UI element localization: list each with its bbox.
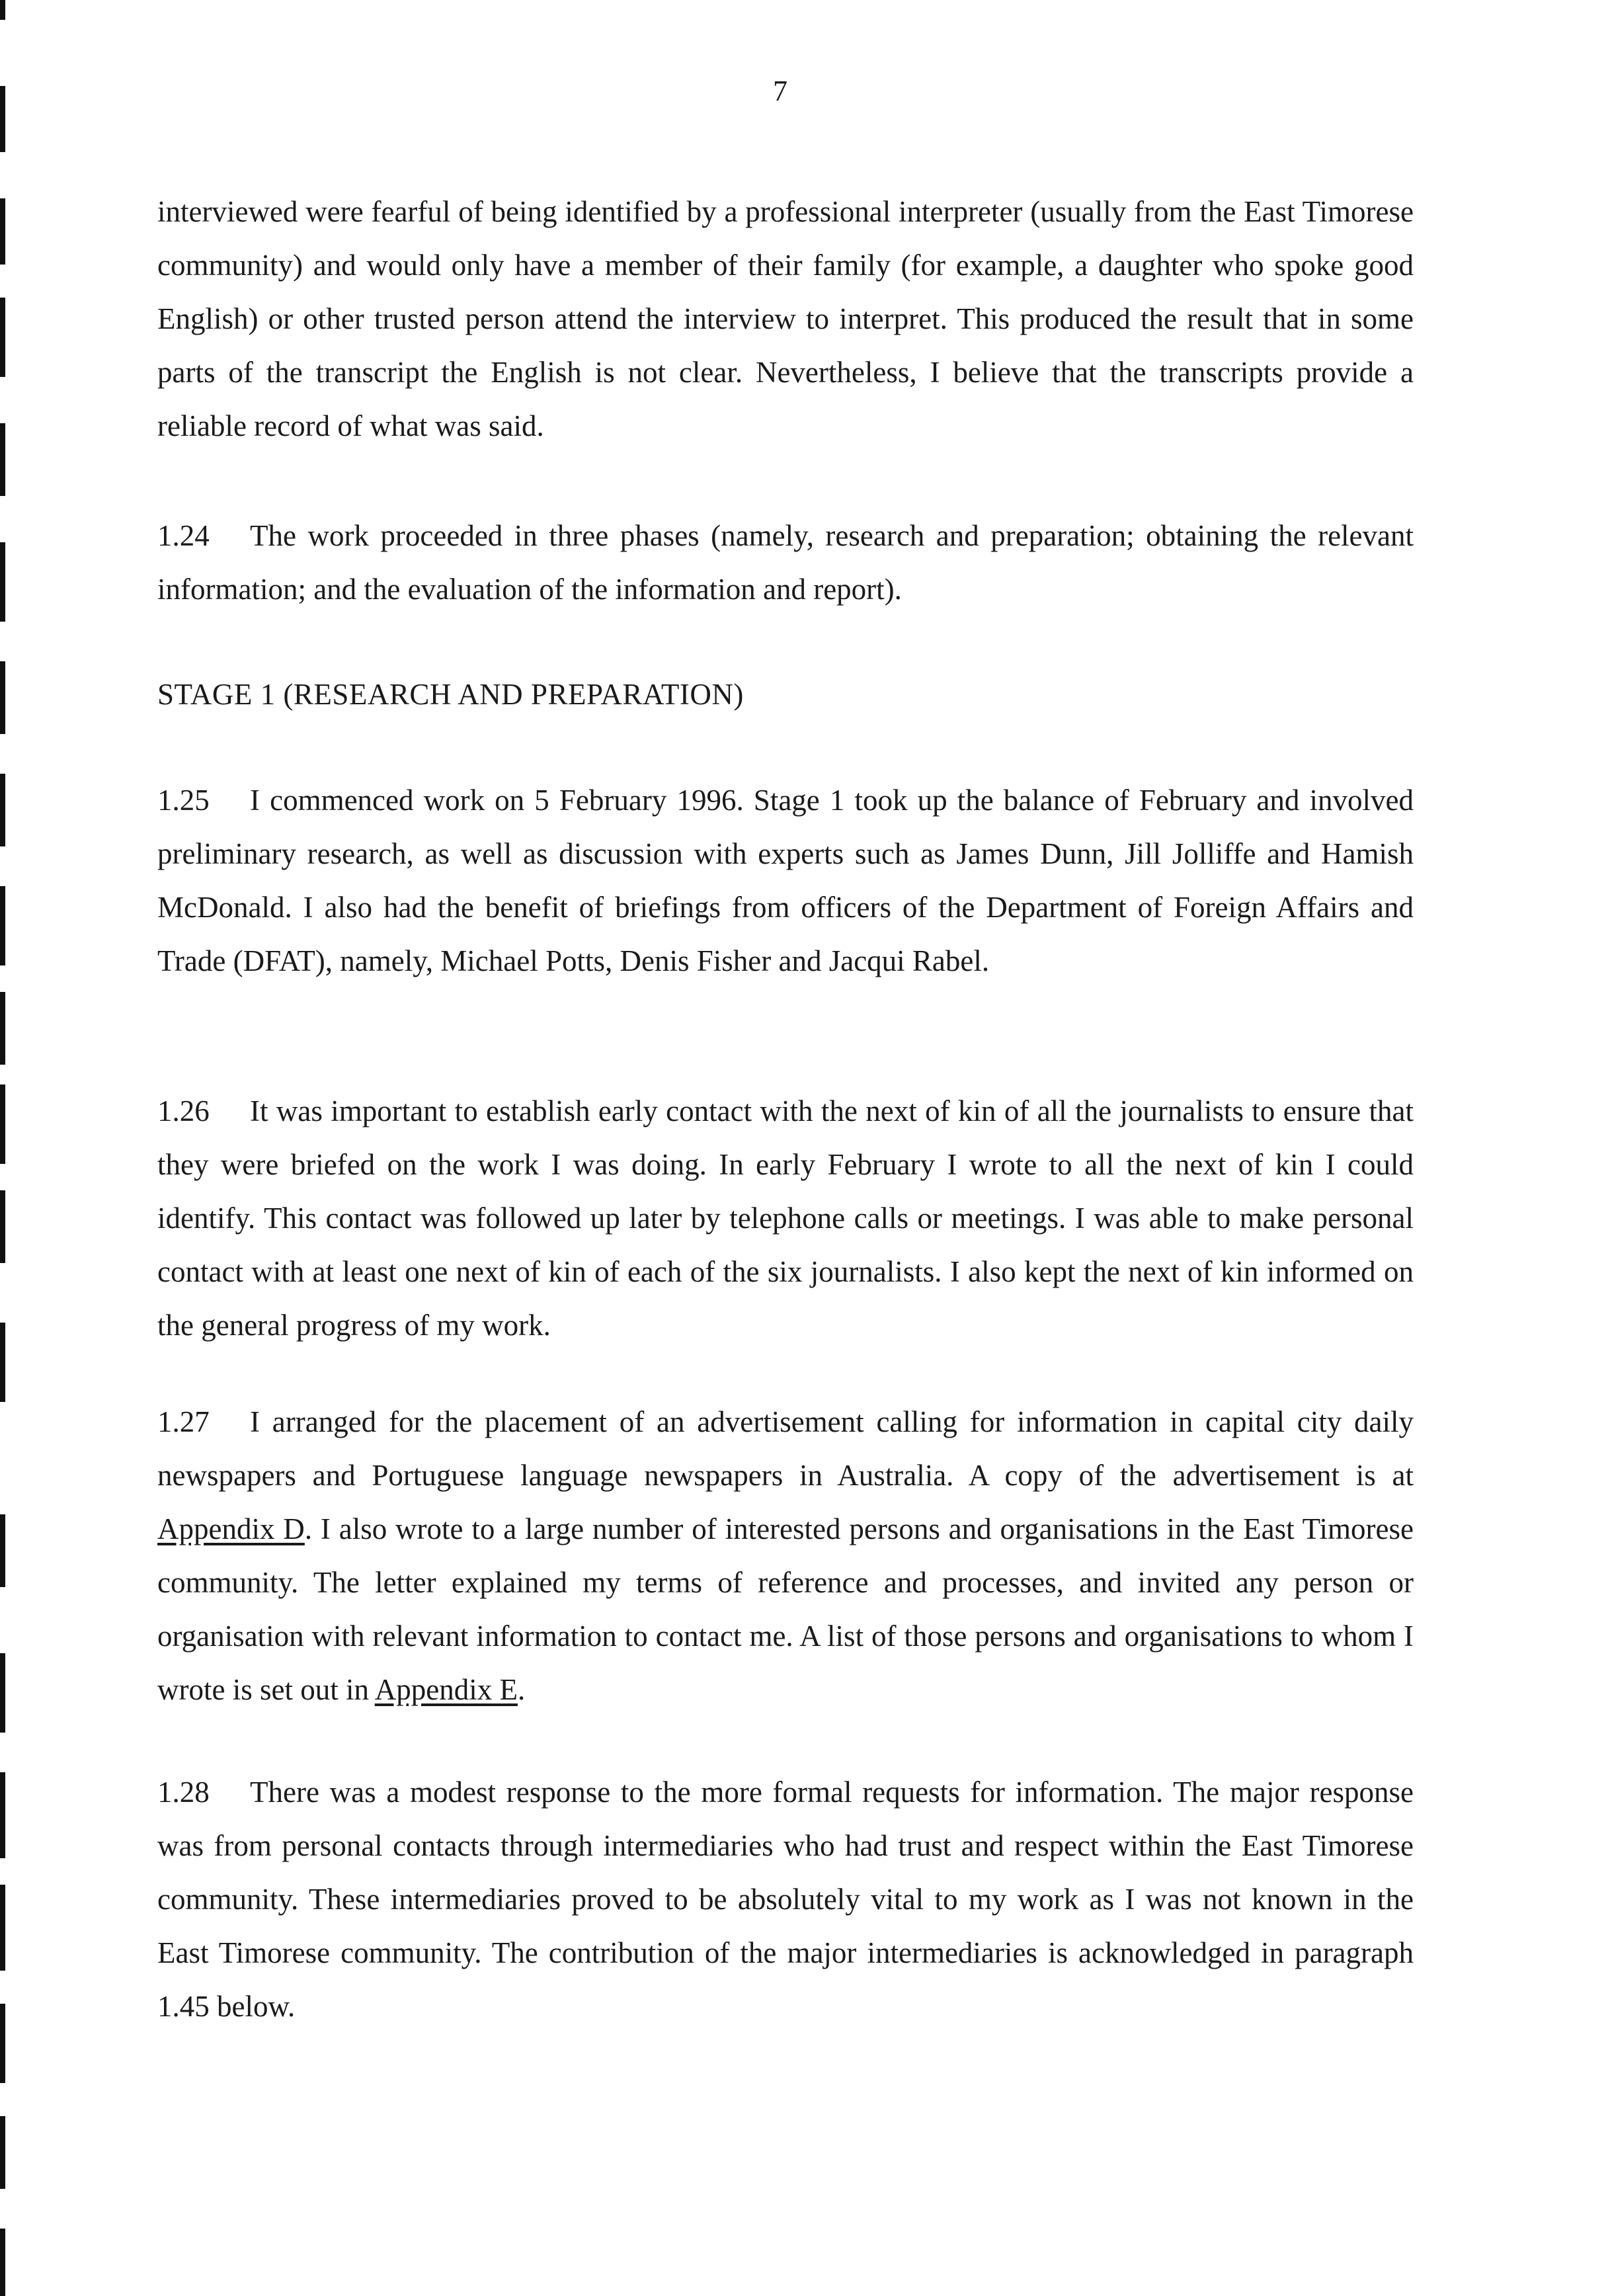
intro-text: interviewed were fearful of being identified by a professional interpreter (usually from the East Timorese community) and would only have a member of their family (for example, a daughter who spoke good English) or other trusted person attend the interview to interpret. This produced the result that in some parts of the transcript the English is not clear. Nevertheless, I believe that the transcripts provide a reliable record of what was said. [157, 195, 1414, 442]
scan-edge-mark [0, 2004, 5, 2083]
scan-edge-mark [0, 198, 5, 265]
paragraph-1-25 [157, 774, 1414, 988]
appendix-e-link[interactable]: Appendix E [374, 1673, 518, 1706]
scan-edge-mark [0, 1653, 5, 1733]
scan-edge-mark [0, 298, 5, 377]
paragraph-text: . I also wrote to a large number of interested persons and organisations in the East Timorese community. The letter explained my terms of reference and processes, and invited any person or organisation with relevant information to contact me. A list of those persons and organisations to whom I wrote is set out in [157, 1512, 1414, 1706]
paragraph-text: I arranged for the placement of an advertisement calling for information in capital city daily newspapers and Portuguese language newspapers in Australia. A copy of the advertisement is at [157, 1405, 1414, 1492]
scan-edge-mark [0, 992, 5, 1065]
scan-edge-mark [0, 886, 5, 965]
scan-edge-mark [0, 1885, 5, 1971]
paragraph-text: I commenced work on 5 February 1996. Stage 1 took up the balance of February and involved preliminary research, as well as discussion with experts such as James Dunn, Jill Jolliffe and Hamish McDonald. I also had the benefit of briefings from officers of the Department of Foreign Affairs and Trade (DFAT), namely, Michael Potts, Denis Fisher and Jacqui Rabel. [157, 784, 1414, 977]
paragraph-text: There was a modest response to the more formal requests for information. The major response was from personal contacts through intermediaries who had trust and respect within the East Timorese community. These intermediaries proved to be absolutely vital to my work as I was not known in the East Timorese community. The contribution of the major intermediaries is acknowledged in paragraph 1.45 below. [157, 1776, 1414, 2023]
paragraph-number: 1.24 [157, 519, 210, 552]
paragraph-number: 1.25 [157, 784, 210, 817]
scan-edge-mark [0, 661, 5, 734]
scan-edge-mark [0, 1323, 5, 1402]
scan-edge-mark [0, 423, 5, 496]
paragraph-number: 1.26 [157, 1094, 210, 1128]
paragraph-text: It was important to establish early contact with the next of kin of all the journalists to ensure that they were briefed on the work I was doing. In early February I wrote to all the next of kin I could identify. This contact was followed up later by telephone calls or meetings. I was able to make personal contact with at least one next of kin of each of the six journalists. I also kept the next of kin informed on the general progress of my work. [157, 1094, 1414, 1342]
paragraph-1-26 [157, 1085, 1414, 1352]
intro-paragraph [157, 185, 1414, 453]
scan-edge-mark [0, 2116, 5, 2189]
paragraph-1-27 [157, 1395, 1414, 1717]
paragraph-text: The work proceeded in three phases (namely, research and preparation; obtaining the relevant information; and the evaluation of the information and report). [157, 519, 1414, 606]
scan-edge-mark [0, 1772, 5, 1858]
scan-edge-mark [0, 2229, 5, 2296]
page-number: 7 [773, 75, 787, 107]
scan-edge-mark [0, 1085, 5, 1164]
scan-edge-mark [0, 774, 5, 846]
paragraph-number: 1.27 [157, 1405, 210, 1438]
section-heading: STAGE 1 (RESEARCH AND PREPARATION) [157, 678, 744, 711]
paragraph-number: 1.28 [157, 1776, 210, 1809]
appendix-d-link[interactable]: Appendix D [157, 1512, 305, 1545]
scan-edge-mark [0, 542, 5, 622]
paragraph-1-28 [157, 1766, 1414, 2033]
paragraph-1-24 [157, 509, 1414, 616]
paragraph-text: . [517, 1673, 526, 1706]
scan-edge-mark [0, 0, 5, 20]
scan-edge-mark [0, 1190, 5, 1263]
scan-edge-mark [0, 1514, 5, 1587]
